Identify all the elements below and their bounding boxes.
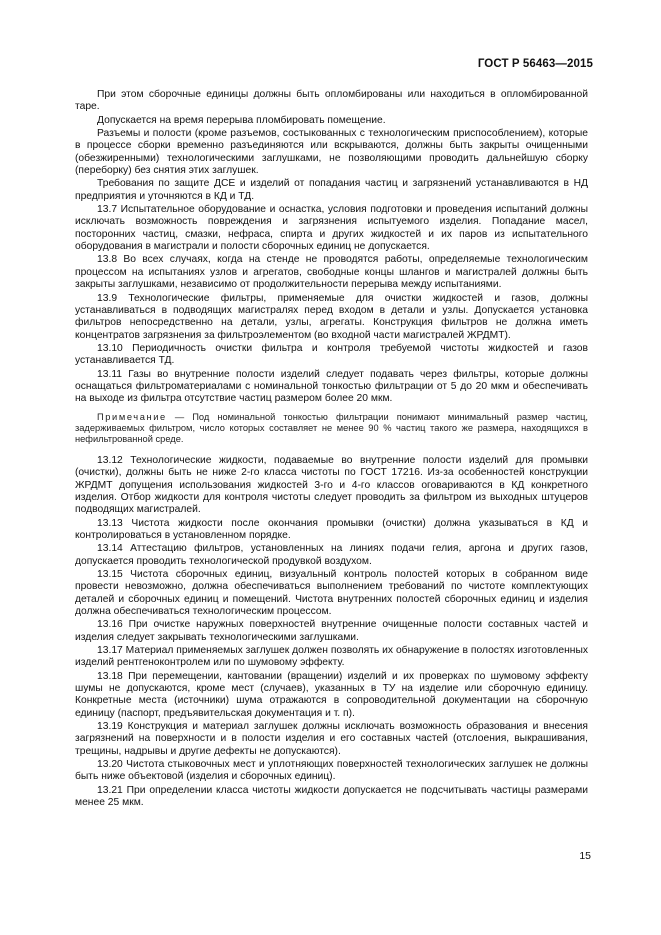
paragraph: При этом сборочные единицы должны быть опломбированы или находиться в опломбированной таре. bbox=[75, 89, 588, 113]
paragraph-13-14: 13.14 Аттестацию фильтров, установленных на линиях подачи гелия, аргона и других газов, допускается проводить технологической продувкой воздухом. bbox=[75, 543, 588, 567]
paragraph-13-12: 13.12 Технологические жидкости, подаваемые во внутренние полости изделий для промывки (очистки), должны быть не ниже 2-го класса чистоты по ГОСТ 17216. Из-за особенностей конструкции ЖРДМТ допущения использования жидкостей 3-го и 4-го классов оговариваются в КД конкретного изделия. Отбор жидкости для контроля чистоты следует проводить за фильтром из выходных штуцеров подводящих магистралей. bbox=[75, 454, 588, 516]
paragraph-13-9: 13.9 Технологические фильтры, применяемые для очистки жидкостей и газов, должны устанавливаться в подводящих магистралях перед входом в детали и узлы. Допускается установка фильтров непосредственно на детали, узлы, агрегаты. Конструкция фильтров не должна иметь концентратов загрязнения за фильтроэлементом (во входной части магистралей ЖРДМТ). bbox=[75, 292, 588, 341]
paragraph-13-10: 13.10 Периодичность очистки фильтра и контроля требуемой чистоты жидкостей и газов устанавливается ТД. bbox=[75, 342, 588, 367]
note-text: — Под номинальной тонкостью фильтрации понимают минимальный размер частиц, задерживаемых фильтром, число которых составляет не менее 90 % частиц такого же размера, находящихся в нефильтрованной среде. bbox=[75, 411, 588, 445]
paragraph-13-13: 13.13 Чистота жидкости после окончания промывки (очистки) должна указываться в КД и контролироваться в установленном порядке. bbox=[75, 517, 588, 541]
paragraph-13-17: 13.17 Материал применяемых заглушек должен позволять их обнаружение в полостях изготовленных изделий рентгеноконтролем или по шумовому эффекту. bbox=[75, 644, 588, 669]
note bbox=[75, 412, 588, 446]
paragraph-13-7: 13.7 Испытательное оборудование и оснастка, условия подготовки и проведения испытаний должны исключать возможность повреждения и загрязнения испытуемого изделия. Попадание масел, посторонних частиц, смазки, нефраса, спирта и других жидкостей и их паров из испытательного оборудования в магистрали и полости сборочных единиц не допускается. bbox=[75, 204, 588, 253]
paragraph: Разъемы и полости (кроме разъемов, состыкованных с технологическим приспособлением), которые в процессе сборки временно разъединяются или вскрываются, должны быть закрыты очищенными (обезжиренными) технологическими заглушками, не позволяющими проводить дальнейшую сборку (переборку) без снятия этих заглушек. bbox=[75, 128, 588, 177]
document-id-header: ГОСТ Р 56463—2015 bbox=[477, 58, 593, 70]
paragraph-13-11: 13.11 Газы во внутренние полости изделий следует подавать через фильтры, которые должны оснащаться фильтроматериалами с номинальной тонкостью фильтрации от 5 до 20 мкм и обеспечивать на выходе из фильтра отсутствие частиц размером более 20 мкм. bbox=[75, 368, 588, 405]
paragraph: Допускается на время перерыва пломбировать помещение. bbox=[97, 114, 386, 126]
paragraph-13-16: 13.16 При очистке наружных поверхностей внутренние очищенные полости составных частей и изделия следует закрывать технологическими заглушками. bbox=[75, 619, 588, 643]
note-label: Примечание bbox=[97, 411, 167, 422]
document-body bbox=[75, 89, 588, 810]
paragraph-13-19: 13.19 Конструкция и материал заглушек должны исключать возможность образования и внесения загрязнений на поверхности и в полости изделия и его составных частей (отслоения, выкрашивания, трещины, надрывы и другие дефекты не допускаются). bbox=[75, 721, 588, 757]
paragraph-13-18: 13.18 При перемещении, кантовании (вращении) изделий и их проверках по шумовому эффекту шумы не допускаются, кроме мест (случаев), указанных в ТУ на изделие или сборочную единицу. Конкретные места (источники) шума отражаются в сопроводительной документации на сборочную единицу (паспорт, предъявительская документация и т. п). bbox=[75, 670, 588, 719]
paragraph-13-8: 13.8 Во всех случаях, когда на стенде не проводятся работы, определяемые технологическим процессом на испытаниях узлов и агрегатов, свободные концы шлангов и магистралей должны быть закрыты заглушками, независимо от продолжительности перерыва между испытаниями. bbox=[75, 254, 588, 291]
paragraph-13-20: 13.20 Чистота стыковочных мест и уплотняющих поверхностей технологических заглушек не должны быть ниже объектовой (изделия и сборочных единиц). bbox=[75, 759, 588, 783]
paragraph-13-21: 13.21 При определении класса чистоты жидкости допускается не подсчитывать частицы размерами менее 25 мкм. bbox=[75, 784, 588, 809]
paragraph: Требования по защите ДСЕ и изделий от попадания частиц и загрязнений устанавливаются в НД предприятия и уточняются в КД и ТД. bbox=[75, 178, 588, 202]
paragraph-13-15: 13.15 Чистота сборочных единиц, визуальный контроль полостей которых в собранном виде провести невозможно, должна обеспечиваться выполнением требований по чистоте комплектующих деталей и сборочных единиц и помещений. Чистота внутренних полостей сборочных единиц и изделия должна обеспечиваться технологическим процессом. bbox=[75, 568, 588, 617]
page-number: 15 bbox=[579, 850, 591, 862]
